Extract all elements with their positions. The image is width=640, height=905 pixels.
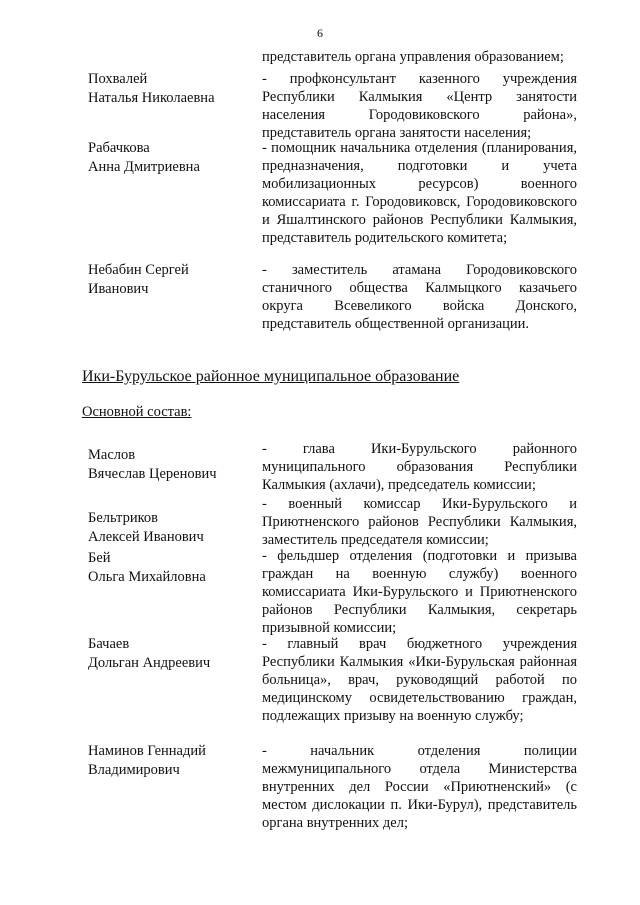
member-description: - профконсультант казенного учреждения Республики Калмыкия «Центр занятости населения Городовиковского района», представитель органа занятости населения; <box>262 71 577 141</box>
member-description: - начальник отделения полиции межмуниципального отдела Министерства внутренних дел России «Приютненский» (с местом дислокации п. Ики-Бурул), представитель органа внутренних дел; <box>262 743 577 831</box>
member-surname: Бей <box>88 550 111 566</box>
member-name <box>88 261 258 299</box>
member-name <box>88 139 258 177</box>
member-name <box>88 549 258 587</box>
member-name <box>88 742 258 780</box>
member-given-names: Анна Дмитриевна <box>88 159 200 175</box>
member-name <box>88 446 258 484</box>
member-description: - военный комиссар Ики-Бурульского и Приютненского районов Республики Калмыкия, заместитель председателя комиссии; <box>262 496 577 548</box>
page-number: 6 <box>317 26 323 40</box>
member-name <box>88 509 258 547</box>
member-name <box>88 635 258 673</box>
member-description: - главный врач бюджетного учреждения Республики Калмыкия «Ики-Бурульская районная больница», врач, руководящий работой по медицинскому освидетельствованию граждан, подлежащих призыву на военную службу; <box>262 636 577 724</box>
section-subheading: Основной состав: <box>82 404 192 420</box>
member-surname: Похвалей <box>88 71 148 87</box>
member-description: - помощник начальника отделения (планирования, предназначения, подготовки и учета мобилизационных ресурсов) военного комиссариата г. Городовиковск, Городовиковского и Яшалтинского районов Республики Калмыкия, представитель родительского комитета; <box>262 140 577 246</box>
lead-text: представитель органа управления образованием; <box>262 49 564 65</box>
member-name <box>88 70 258 108</box>
member-given-names: Наталья Николаевна <box>88 90 215 106</box>
member-given-names: Дольган Андреевич <box>88 655 211 671</box>
member-given-names: Ольга Михайловна <box>88 569 206 585</box>
member-given-names: Вячеслав Церенович <box>88 466 217 482</box>
member-given-names: Алексей Иванович <box>88 529 204 545</box>
member-given-names: Иванович <box>88 281 149 297</box>
member-surname: Бельтриков <box>88 510 158 526</box>
member-surname: Рабачкова <box>88 140 150 156</box>
section-heading: Ики-Бурульское районное муниципальное образование <box>82 368 460 385</box>
member-surname: Наминов Геннадий <box>88 743 206 759</box>
member-description: - фельдшер отделения (подготовки и призыва граждан на военную службу) военного комиссариата Ики-Бурульского и Приютненского районов Республики Калмыкия, секретарь призывной комиссии; <box>262 548 577 636</box>
member-surname: Небабин Сергей <box>88 262 189 278</box>
member-surname: Бачаев <box>88 636 130 652</box>
member-description: - глава Ики-Бурульского районного муниципального образования Республики Калмыкия (ахлачи), председатель комиссии; <box>262 441 577 493</box>
member-surname: Маслов <box>88 447 136 463</box>
member-description: - заместитель атамана Городовиковского станичного общества Калмыцкого казачьего округа Всевеликого войска Донского, представитель общественной организации. <box>262 262 577 332</box>
member-given-names: Владимирович <box>88 762 180 778</box>
